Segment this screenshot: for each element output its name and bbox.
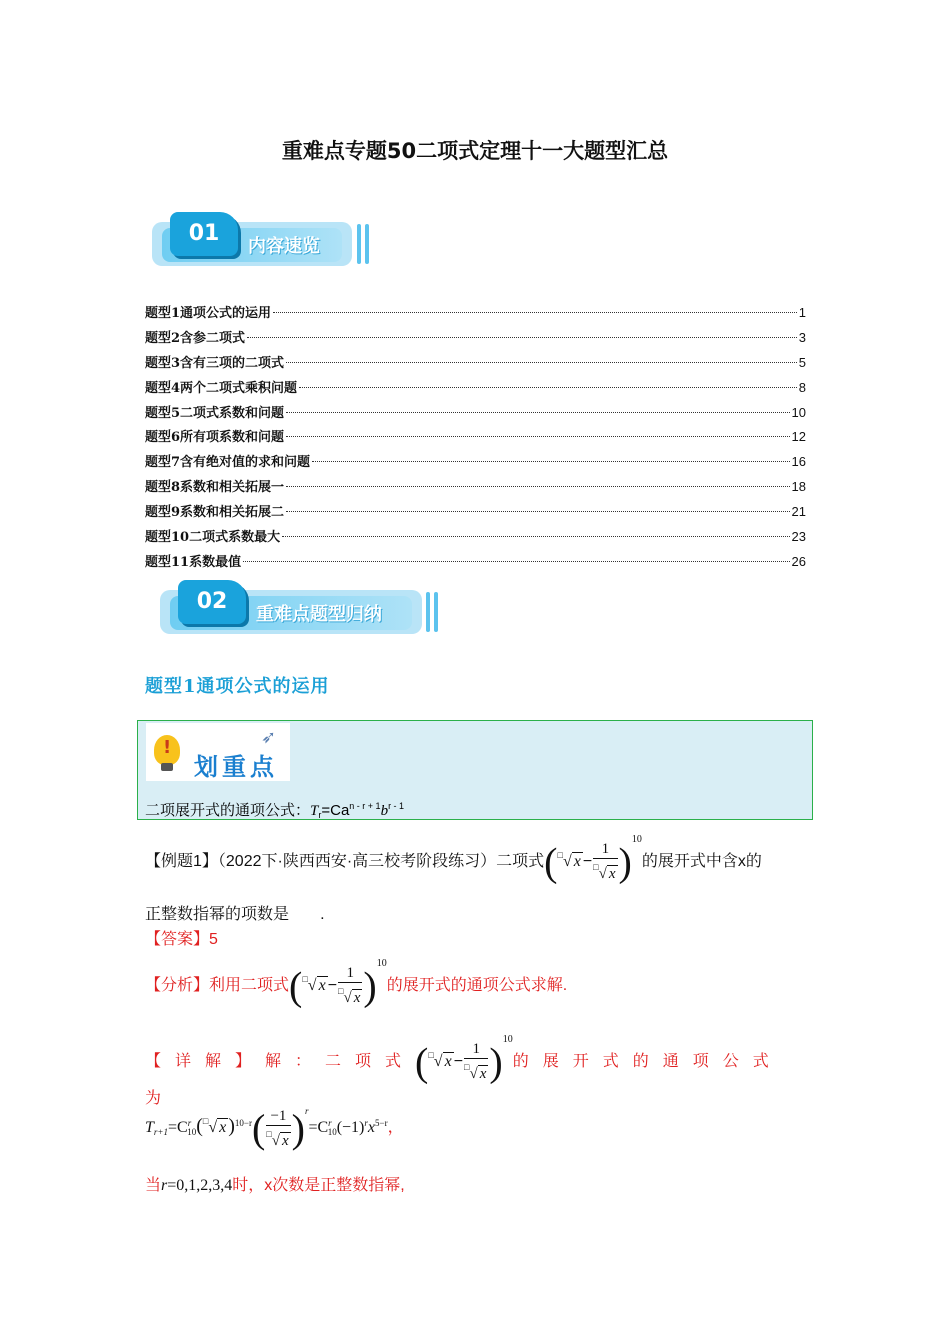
toc-item[interactable]: 题型5二项式系数和问题 10: [145, 404, 806, 421]
toc-item[interactable]: 题型7含有绝对值的求和问题 16: [145, 454, 806, 471]
toc-item[interactable]: 题型10二项式系数最大 23: [145, 529, 806, 546]
toc-item[interactable]: 题型3含有三项的二项式 5: [145, 354, 806, 371]
example-question: 【例题1】（2022下·陕西西安·高三校考阶段练习）二项式(□√ x − $\frac{1}{^□√ x}$ )$^{10}$的展开式中含x的: [145, 834, 762, 885]
toc-item[interactable]: 题型9系数和相关拓展二 21: [145, 504, 806, 521]
table-of-contents: [145, 302, 806, 576]
toc-item[interactable]: 题型11系数最值 26: [145, 553, 806, 570]
toc-item[interactable]: 题型1通项公式的运用 1: [145, 305, 806, 321]
section-heading: 题型1通项公式的运用: [145, 676, 330, 697]
page-title: 重难点专题50二项式定理十一大题型汇总: [281, 139, 669, 163]
banner-contents: [152, 212, 372, 262]
key-point-box: [137, 720, 813, 820]
banner-label: 重难点题型归纳: [256, 604, 382, 625]
banner-number: 02: [178, 580, 246, 624]
general-term-formula: 二项展开式的通项公式：$T_r=Ca^{n - r + 1}b^{r - 1}$: [145, 801, 405, 820]
toc-item[interactable]: 题型4两个二项式乘积问题 8: [145, 379, 806, 396]
example-question-line2: 正整数指幂的项数是 .: [145, 906, 325, 923]
paper-plane-icon: ➶: [261, 727, 277, 748]
banner-label: 内容速览: [248, 236, 320, 257]
toc-item[interactable]: 题型8系数和相关拓展一 18: [145, 479, 806, 496]
detail: 【详解】解：二项式(□√ x − $\frac{1}{^□√ x}$ )$^{10}$的展开式的通项公式为: [145, 1034, 783, 1108]
conclusion: 当r=0,1,2,3,4时，x次数是正整数指幂,: [145, 1177, 405, 1194]
analysis: 【分析】利用二项式(□√ x − $\frac{1}{^□√ x}$ )$^{10}$的展开式的通项公式求解.: [145, 958, 568, 1009]
answer: 【答案】5: [145, 931, 218, 948]
toc-item[interactable]: 题型6所有项系数和问题 12: [145, 429, 806, 446]
toc-item[interactable]: 题型2含参二项式 3: [145, 329, 806, 346]
banner-number: 01: [170, 212, 238, 256]
key-point-badge: ! ➶ 划重点: [146, 723, 290, 781]
banner-key-types: [160, 580, 445, 630]
general-term-derivation: $T_{r+1}=C^r_{10}(^□√$ x )$^{10-r}$( $\frac{-1}{^□√ x}$ )$^r=C^r_{10}(-1)^rx^{5-r}$，: [145, 1106, 404, 1151]
